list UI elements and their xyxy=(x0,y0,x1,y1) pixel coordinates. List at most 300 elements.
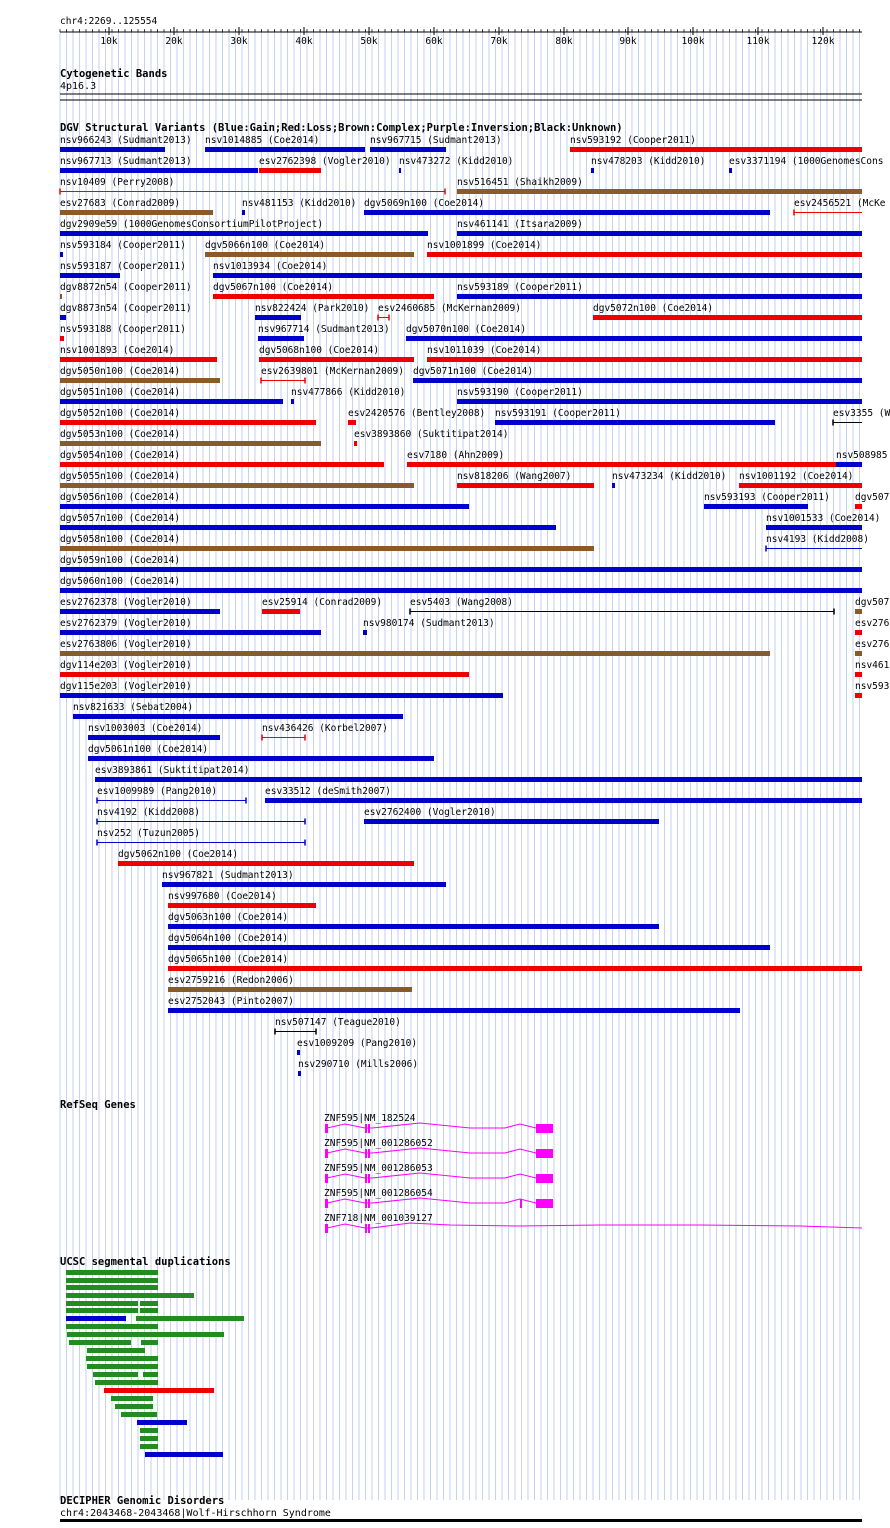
dgv-variant-bar[interactable] xyxy=(836,462,862,467)
segdup-bar[interactable] xyxy=(66,1278,158,1283)
dgv-variant[interactable] xyxy=(729,156,883,173)
dgv-variant-bar[interactable] xyxy=(265,798,862,803)
dgv-variant[interactable] xyxy=(297,1038,417,1055)
dgv-variant[interactable] xyxy=(265,786,862,803)
segdup-bar[interactable] xyxy=(66,1270,158,1275)
segdup-bar[interactable] xyxy=(104,1388,214,1393)
dgv-variant-bar[interactable] xyxy=(205,147,365,152)
dgv-variant-bar[interactable] xyxy=(407,462,838,467)
dgv-variant-bar[interactable] xyxy=(364,210,770,215)
dgv-variant-bar[interactable] xyxy=(60,651,770,656)
dgv-variant[interactable] xyxy=(60,261,186,278)
dgv-variant-label: esv2420576 (Bentley2008) xyxy=(348,408,486,419)
dgv-variant-label: esv2762398 (Vogler2010) xyxy=(259,156,391,167)
refseq-exon xyxy=(536,1149,553,1158)
dgv-variant[interactable] xyxy=(168,975,412,992)
dgv-variant[interactable] xyxy=(60,576,862,593)
dgv-variant-bar[interactable] xyxy=(457,294,862,299)
dgv-variant-bar[interactable] xyxy=(354,441,357,446)
ruler-tick-label: 60k xyxy=(425,36,443,47)
segdup-bar[interactable] xyxy=(66,1301,138,1306)
dgv-variant-label: esv3355 (W xyxy=(833,408,890,419)
segdup-bar[interactable] xyxy=(86,1356,158,1361)
dgv-variant[interactable] xyxy=(427,345,862,362)
segdup-bar[interactable] xyxy=(140,1301,158,1306)
dgv-variant-bar[interactable] xyxy=(60,525,556,530)
dgv-variant-label: nsv4192 (Kidd2008) xyxy=(97,807,200,818)
dgv-variant[interactable] xyxy=(60,534,594,551)
dgv-variant-label: nsv593193 (Cooper2011) xyxy=(704,492,830,503)
segdup-bar[interactable] xyxy=(95,1380,158,1385)
dgv-variant-label: nsv477866 (Kidd2010) xyxy=(291,387,406,398)
dgv-variant-bar[interactable] xyxy=(427,357,862,362)
segdup-bar[interactable] xyxy=(141,1340,158,1345)
refseq-gene[interactable] xyxy=(324,1163,553,1183)
dgv-variant[interactable] xyxy=(60,135,192,152)
dgv-variant-bar[interactable] xyxy=(60,420,316,425)
dgv-variant-bar[interactable] xyxy=(118,861,414,866)
dgv-track-title: DGV Structural Variants (Blue:Gain;Red:Loss;Brown:Complex;Purple:Inversion;Black:Unknown) xyxy=(60,122,623,134)
dgv-variant-label: dgv5068n100 (Coe2014) xyxy=(259,345,380,356)
dgv-variant[interactable] xyxy=(60,177,445,195)
dgv-variant-bar[interactable] xyxy=(729,168,732,173)
dgv-variant-label: esv27683 (Conrad2009) xyxy=(60,198,181,209)
dgv-variant[interactable] xyxy=(258,324,390,341)
refseq-gene[interactable] xyxy=(324,1188,553,1208)
dgv-track[interactable] xyxy=(60,135,890,1076)
dgv-variant-label: nsv967821 (Sudmant2013) xyxy=(162,870,294,881)
refseq-gene-label: ZNF595|NM_001286052 xyxy=(324,1138,433,1149)
dgv-variant[interactable] xyxy=(855,681,889,698)
dgv-variant-label: nsv1001533 (Coe2014) xyxy=(766,513,881,524)
segdup-bar[interactable] xyxy=(66,1316,126,1321)
dgv-variant-label: nsv997680 (Coe2014) xyxy=(168,891,277,902)
dgv-variant[interactable] xyxy=(855,597,889,614)
segdup-bar[interactable] xyxy=(140,1444,158,1449)
dgv-variant-bar[interactable] xyxy=(73,714,403,719)
dgv-variant-bar[interactable] xyxy=(766,525,862,530)
dgv-variant-bar[interactable] xyxy=(855,630,862,635)
dgv-variant-bar[interactable] xyxy=(162,882,446,887)
refseq-exon xyxy=(536,1124,553,1133)
dgv-variant-bar[interactable] xyxy=(570,147,862,152)
refseq-exon xyxy=(365,1149,367,1158)
dgv-variant-label: nsv516451 (Shaikh2009) xyxy=(457,177,583,188)
dgv-variant-bar[interactable] xyxy=(88,756,434,761)
dgv-variant-label: esv276 xyxy=(855,639,890,650)
dgv-variant-label: nsv593191 (Cooper2011) xyxy=(495,408,621,419)
dgv-variant-bar[interactable] xyxy=(704,504,808,509)
dgv-variant-bar[interactable] xyxy=(60,630,321,635)
dgv-variant[interactable] xyxy=(836,450,887,467)
dgv-variant-label: dgv5062n100 (Coe2014) xyxy=(118,849,239,860)
dgv-variant-label: nsv967715 (Sudmant2013) xyxy=(370,135,502,146)
dgv-variant[interactable] xyxy=(60,345,217,362)
refseq-gene[interactable] xyxy=(324,1138,553,1158)
dgv-variant-bar[interactable] xyxy=(60,294,62,299)
refseq-exon xyxy=(368,1199,370,1208)
dgv-variant-bar[interactable] xyxy=(95,777,862,782)
segdup-bar[interactable] xyxy=(66,1308,138,1313)
dgv-variant[interactable] xyxy=(275,1017,401,1035)
dgv-variant-bar[interactable] xyxy=(348,420,356,425)
refseq-exon xyxy=(368,1149,370,1158)
dgv-variant-label: esv2763806 (Vogler2010) xyxy=(60,639,192,650)
dgv-variant-label: dgv5058n100 (Coe2014) xyxy=(60,534,181,545)
segdup-bar[interactable] xyxy=(111,1396,153,1401)
dgv-variant-bar[interactable] xyxy=(406,336,862,341)
dgv-variant[interactable] xyxy=(370,135,502,152)
dgv-variant[interactable] xyxy=(213,261,862,278)
refseq-exon xyxy=(325,1224,328,1233)
dgv-variant[interactable] xyxy=(168,912,659,929)
dgv-variant-bar[interactable] xyxy=(60,441,321,446)
dgv-variant-label: nsv821633 (Sebat2004) xyxy=(73,702,194,713)
dgv-variant-bar[interactable] xyxy=(88,735,220,740)
dgv-variant-bar[interactable] xyxy=(60,252,63,257)
dgv-variant-bar[interactable] xyxy=(457,231,862,236)
dgv-variant-label: dgv5060n100 (Coe2014) xyxy=(60,576,181,587)
refseq-exon xyxy=(536,1199,553,1208)
dgv-variant-bar[interactable] xyxy=(60,609,220,614)
refseq-gene-label: ZNF595|NM_182524 xyxy=(324,1113,416,1124)
ruler-tick-label: 50k xyxy=(360,36,378,47)
refseq-gene-label: ZNF718|NM_001039127 xyxy=(324,1213,433,1224)
dgv-variant-label: nsv290710 (Mills2006) xyxy=(298,1059,419,1070)
segdup-bar[interactable] xyxy=(87,1348,145,1353)
dgv-variant[interactable] xyxy=(855,618,890,635)
dgv-variant-bar[interactable] xyxy=(855,609,862,614)
dgv-variant[interactable] xyxy=(833,408,890,426)
refseq-exon xyxy=(325,1149,328,1158)
dgv-variant-bar[interactable] xyxy=(60,399,283,404)
dgv-variant-label: nsv966243 (Sudmant2013) xyxy=(60,135,192,146)
dgv-variant-bar[interactable] xyxy=(168,903,316,908)
dgv-variant-bar[interactable] xyxy=(168,1008,740,1013)
dgv-variant[interactable] xyxy=(60,471,414,488)
dgv-variant-label: esv2752043 (Pinto2007) xyxy=(168,996,294,1007)
dgv-variant-label: nsv4193 (Kidd2008) xyxy=(766,534,869,545)
dgv-variant-label: nsv478203 (Kidd2010) xyxy=(591,156,706,167)
dgv-variant[interactable] xyxy=(118,849,414,866)
dgv-variant-bar[interactable] xyxy=(258,336,304,341)
dgv-variant-bar[interactable] xyxy=(60,693,503,698)
dgv-variant-bar[interactable] xyxy=(60,273,120,278)
dgv-variant[interactable] xyxy=(363,618,495,635)
dgv-variant[interactable] xyxy=(262,597,382,614)
dgv-variant[interactable] xyxy=(739,471,862,488)
dgv-variant-bar[interactable] xyxy=(60,231,428,236)
segdup-bar[interactable] xyxy=(115,1404,153,1409)
dgv-variant-label: esv2639801 (McKernan2009) xyxy=(261,366,404,377)
dgv-variant-label: nsv436426 (Korbel2007) xyxy=(262,723,388,734)
dgv-variant-label: nsv593187 (Cooper2011) xyxy=(60,261,186,272)
dgv-variant[interactable] xyxy=(354,429,508,446)
dgv-variant-bar[interactable] xyxy=(60,462,384,467)
dgv-variant-bar[interactable] xyxy=(364,819,659,824)
dgv-variant[interactable] xyxy=(406,324,862,341)
dgv-variant-label: esv1009989 (Pang2010) xyxy=(97,786,218,797)
dgv-variant-label: dgv5064n100 (Coe2014) xyxy=(168,933,289,944)
dgv-variant-label: nsv593189 (Cooper2011) xyxy=(457,282,583,293)
refseq-exon xyxy=(325,1199,328,1208)
dgv-variant-label: nsv473234 (Kidd2010) xyxy=(612,471,727,482)
dgv-variant[interactable] xyxy=(205,135,365,152)
dgv-variant-label: dgv5055n100 (Coe2014) xyxy=(60,471,181,482)
dgv-variant-label: dgv5057n100 (Coe2014) xyxy=(60,513,181,524)
dgv-variant-bar[interactable] xyxy=(60,168,258,173)
segdup-bar[interactable] xyxy=(140,1308,158,1313)
dgv-variant[interactable] xyxy=(794,198,886,216)
segdup-bar[interactable] xyxy=(136,1316,244,1321)
dgv-variant-bar[interactable] xyxy=(413,378,862,383)
dgv-variant-label: esv3893860 (Suktitipat2014) xyxy=(354,429,509,440)
dgv-variant-bar[interactable] xyxy=(60,357,217,362)
dgv-variant[interactable] xyxy=(60,639,770,656)
dgv-variant-label: dgv5067n100 (Coe2014) xyxy=(213,282,334,293)
dgv-variant[interactable] xyxy=(97,807,305,825)
dgv-variant[interactable] xyxy=(60,513,556,530)
dgv-variant-bar[interactable] xyxy=(399,168,401,173)
dgv-variant-bar[interactable] xyxy=(60,336,64,341)
ruler-location: chr4:2269..125554 xyxy=(60,16,158,27)
dgv-variant-bar[interactable] xyxy=(591,168,594,173)
dgv-variant-bar[interactable] xyxy=(213,273,862,278)
dgv-variant[interactable] xyxy=(60,597,220,614)
dgv-variant[interactable] xyxy=(60,324,186,341)
dgv-variant[interactable] xyxy=(364,807,659,824)
dgv-variant[interactable] xyxy=(60,429,321,446)
segdup-bar[interactable] xyxy=(137,1420,187,1425)
refseq-exon xyxy=(365,1174,367,1183)
dgv-variant[interactable] xyxy=(427,240,862,257)
dgv-variant[interactable] xyxy=(570,135,862,152)
dgv-variant[interactable] xyxy=(213,282,434,299)
dgv-variant[interactable] xyxy=(60,387,283,404)
dgv-variant-bar[interactable] xyxy=(855,693,862,698)
ruler-tick-label: 110k xyxy=(746,36,770,47)
dgv-variant[interactable] xyxy=(855,492,889,509)
dgv-variant-bar[interactable] xyxy=(205,252,414,257)
dgv-variant-bar[interactable] xyxy=(363,630,367,635)
segdup-bar[interactable] xyxy=(145,1452,223,1457)
dgv-variant[interactable] xyxy=(205,240,414,257)
dgv-variant-bar[interactable] xyxy=(370,147,446,152)
segdup-bar[interactable] xyxy=(121,1412,157,1417)
dgv-variant[interactable] xyxy=(291,387,405,404)
dgv-variant[interactable] xyxy=(855,639,890,656)
dgv-variant-bar[interactable] xyxy=(60,315,66,320)
dgv-variant-label: dgv5054n100 (Coe2014) xyxy=(60,450,181,461)
dgv-variant[interactable] xyxy=(60,156,258,173)
refseq-exon xyxy=(368,1224,370,1233)
dgv-variant-bar[interactable] xyxy=(60,210,213,215)
dgv-variant-bar[interactable] xyxy=(60,567,862,572)
dgv-variant[interactable] xyxy=(97,828,305,846)
dgv-variant-label: dgv5050n100 (Coe2014) xyxy=(60,366,181,377)
refseq-exon xyxy=(365,1224,367,1233)
refseq-gene-label: ZNF595|NM_001286054 xyxy=(324,1188,433,1199)
dgv-variant[interactable] xyxy=(88,744,434,761)
dgv-variant-label: nsv507147 (Teague2010) xyxy=(275,1017,401,1028)
dgv-variant-bar[interactable] xyxy=(495,420,775,425)
dgv-variant[interactable] xyxy=(168,933,770,950)
dgv-variant-bar[interactable] xyxy=(291,399,294,404)
dgv-variant[interactable] xyxy=(410,597,834,615)
dgv-variant[interactable] xyxy=(60,219,428,236)
dgv-variant[interactable] xyxy=(495,408,775,425)
dgv-variant-label: nsv593188 (Cooper2011) xyxy=(60,324,186,335)
dgv-variant-label: nsv473272 (Kidd2010) xyxy=(399,156,514,167)
segdup-bar[interactable] xyxy=(67,1332,224,1337)
segdup-bar[interactable] xyxy=(93,1372,138,1377)
dgv-variant-bar[interactable] xyxy=(612,483,615,488)
refseq-track-title: RefSeq Genes xyxy=(60,1099,136,1111)
dgv-variant[interactable] xyxy=(162,870,446,887)
dgv-variant[interactable] xyxy=(60,450,384,467)
dgv-variant[interactable] xyxy=(73,702,403,719)
dgv-variant-bar[interactable] xyxy=(168,966,862,971)
ruler-tick-label: 100k xyxy=(681,36,705,47)
ruler-tick-label: 70k xyxy=(490,36,508,47)
dgv-variant-label: nsv593192 (Cooper2011) xyxy=(570,135,696,146)
dgv-variant[interactable] xyxy=(60,492,469,509)
dgv-variant-bar[interactable] xyxy=(457,399,862,404)
dgv-variant[interactable] xyxy=(259,156,391,173)
dgv-variant-bar[interactable] xyxy=(855,672,862,677)
dgv-variant-bar[interactable] xyxy=(60,378,220,383)
dgv-variant-bar[interactable] xyxy=(168,924,659,929)
dgv-variant-bar[interactable] xyxy=(60,672,469,677)
dgv-variant[interactable] xyxy=(60,681,503,698)
dgv-variant-label: dgv5063n100 (Coe2014) xyxy=(168,912,289,923)
ruler-tick-label: 120k xyxy=(811,36,835,47)
refseq-gene[interactable] xyxy=(324,1113,553,1133)
dgv-variant-label: dgv115e203 (Vogler2010) xyxy=(60,681,192,692)
dgv-variant-bar[interactable] xyxy=(168,945,770,950)
dgv-variant-label: nsv980174 (Sudmant2013) xyxy=(363,618,495,629)
ruler-tick-label: 80k xyxy=(555,36,573,47)
dgv-variant-label: dgv8873n54 (Cooper2011) xyxy=(60,303,192,314)
dgv-variant-label: nsv593 xyxy=(855,681,890,692)
dgv-variant-label: nsv822424 (Park2010) xyxy=(255,303,370,314)
dgv-variant-bar[interactable] xyxy=(255,315,301,320)
dgv-variant-label: esv2762379 (Vogler2010) xyxy=(60,618,192,629)
dgv-variant[interactable] xyxy=(593,303,862,320)
dgv-variant[interactable] xyxy=(259,345,414,362)
dgv-variant-bar[interactable] xyxy=(60,504,469,509)
dgv-variant[interactable] xyxy=(60,240,186,257)
dgv-variant-bar[interactable] xyxy=(457,483,594,488)
dgv-variant[interactable] xyxy=(399,156,513,173)
dgv-variant[interactable] xyxy=(168,996,740,1013)
dgv-variant-label: nsv461 xyxy=(855,660,890,671)
dgv-variant-label: esv3893861 (Suktitipat2014) xyxy=(95,765,250,776)
dgv-variant[interactable] xyxy=(766,534,869,552)
dgv-variant-bar[interactable] xyxy=(298,1071,301,1076)
dgv-variant[interactable] xyxy=(591,156,705,173)
segdup-bar[interactable] xyxy=(87,1364,158,1369)
dgv-variant-bar[interactable] xyxy=(60,588,862,593)
dgv-variant-label: dgv5059n100 (Coe2014) xyxy=(60,555,181,566)
dgv-variant[interactable] xyxy=(60,660,469,677)
dgv-variant-label: nsv1001192 (Coe2014) xyxy=(739,471,854,482)
segdup-bar[interactable] xyxy=(66,1285,158,1290)
dgv-variant-bar[interactable] xyxy=(168,987,412,992)
dgv-variant[interactable] xyxy=(348,408,485,425)
dgv-variant-bar[interactable] xyxy=(427,252,862,257)
decipher-entry-label[interactable]: chr4:2043468-2043468|Wolf-Hirschhorn Syndrome xyxy=(60,1508,331,1519)
dgv-variant-bar[interactable] xyxy=(855,651,862,656)
dgv-variant-bar[interactable] xyxy=(457,189,862,194)
dgv-variant-bar[interactable] xyxy=(242,210,245,215)
dgv-variant[interactable] xyxy=(298,1059,418,1076)
dgv-variant-bar[interactable] xyxy=(593,315,862,320)
dgv-variant-label: dgv507 xyxy=(855,597,890,608)
dgv-variant-label: nsv593184 (Cooper2011) xyxy=(60,240,186,251)
dgv-variant[interactable] xyxy=(60,366,220,383)
dgv-variant-label: nsv1013934 (Coe2014) xyxy=(213,261,328,272)
segdup-bar[interactable] xyxy=(143,1372,158,1377)
dgv-variant-label: dgv2909e59 (1000GenomesConsortiumPilotProject) xyxy=(60,219,324,230)
cytoband-name: 4p16.3 xyxy=(60,81,97,92)
dgv-variant-bar[interactable] xyxy=(259,168,321,173)
dgv-variant-label: dgv5061n100 (Coe2014) xyxy=(88,744,209,755)
refseq-exon xyxy=(365,1124,367,1133)
decipher-feature-bar[interactable] xyxy=(60,1519,862,1522)
dgv-variant-bar[interactable] xyxy=(262,609,300,614)
dgv-variant[interactable] xyxy=(766,513,880,530)
dgv-variant[interactable] xyxy=(407,450,838,467)
dgv-variant[interactable] xyxy=(262,723,388,741)
dgv-variant-label: esv276 xyxy=(855,618,890,629)
refseq-gene-label: ZNF595|NM_001286053 xyxy=(324,1163,433,1174)
dgv-variant[interactable] xyxy=(261,366,404,384)
refseq-exon xyxy=(368,1174,370,1183)
segdup-bar[interactable] xyxy=(66,1293,194,1298)
dgv-variant[interactable] xyxy=(60,555,862,572)
dgv-variant-bar[interactable] xyxy=(297,1050,300,1055)
dgv-variant-bar[interactable] xyxy=(60,483,414,488)
dgv-variant-label: esv33512 (deSmith2007) xyxy=(265,786,391,797)
dgv-variant-label: nsv1003003 (Coe2014) xyxy=(88,723,203,734)
dgv-variant-bar[interactable] xyxy=(739,483,862,488)
dgv-variant[interactable] xyxy=(95,765,862,782)
dgv-variant-bar[interactable] xyxy=(60,147,165,152)
segdup-bar[interactable] xyxy=(140,1436,158,1441)
refseq-exon xyxy=(365,1199,367,1208)
dgv-variant[interactable] xyxy=(378,303,521,321)
dgv-variant-label: dgv5072n100 (Coe2014) xyxy=(593,303,714,314)
dgv-variant[interactable] xyxy=(855,660,890,677)
segdup-bar[interactable] xyxy=(66,1324,158,1329)
dgv-variant[interactable] xyxy=(612,471,726,488)
dgv-variant[interactable] xyxy=(60,618,321,635)
dgv-variant-bar[interactable] xyxy=(213,294,434,299)
dgv-variant[interactable] xyxy=(88,723,220,740)
dgv-variant-label: nsv1001893 (Coe2014) xyxy=(60,345,175,356)
dgv-variant[interactable] xyxy=(704,492,830,509)
dgv-variant-label: esv2759216 (Redon2006) xyxy=(168,975,294,986)
dgv-variant[interactable] xyxy=(97,786,246,804)
segdup-bar[interactable] xyxy=(69,1340,131,1345)
ruler-ticks xyxy=(60,27,860,47)
segdup-bar[interactable] xyxy=(140,1428,158,1433)
dgv-variant-bar[interactable] xyxy=(855,504,862,509)
dgv-variant[interactable] xyxy=(60,408,316,425)
dgv-variant-bar[interactable] xyxy=(259,357,414,362)
dgv-variant-bar[interactable] xyxy=(60,546,594,551)
